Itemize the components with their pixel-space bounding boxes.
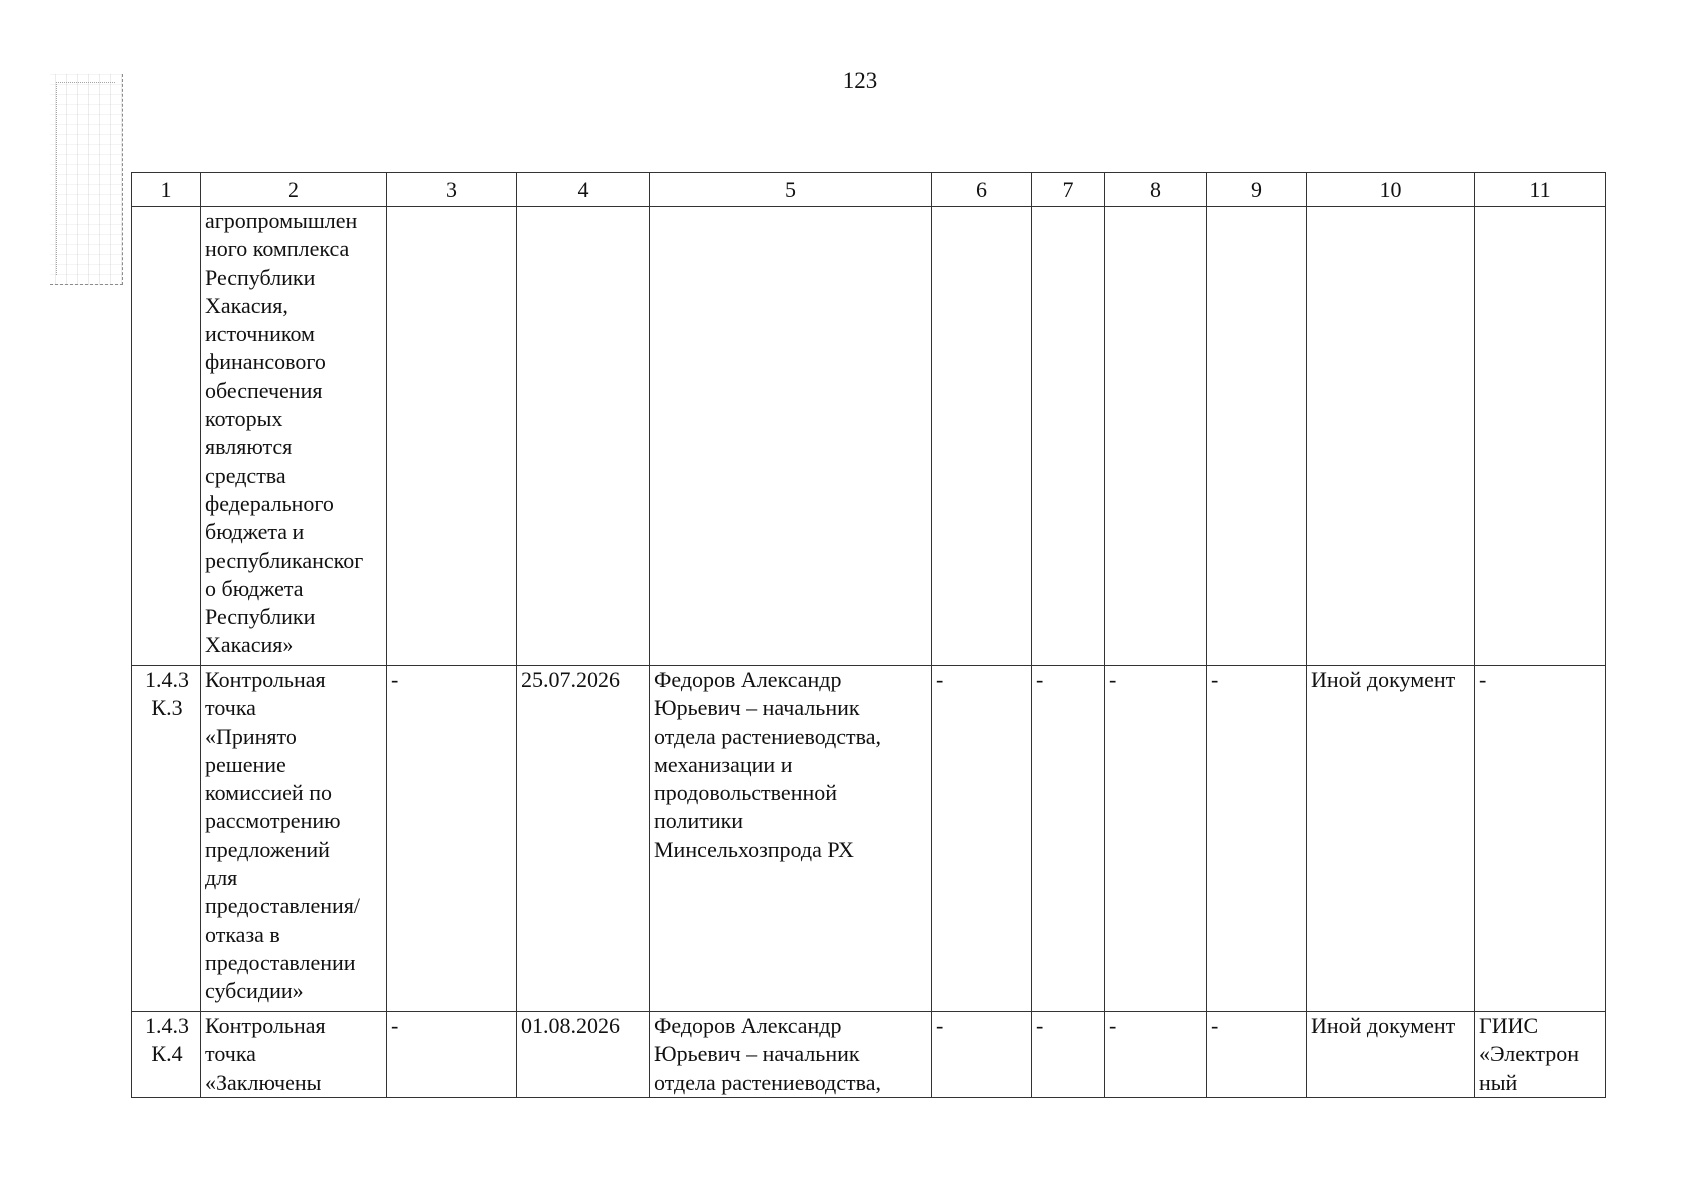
- table-cell: [1032, 207, 1105, 666]
- cell-text-line: решение: [205, 751, 286, 777]
- column-header: 5: [650, 173, 932, 207]
- cell-text-line: средства: [205, 462, 286, 488]
- cell-text-line: рассмотрению: [205, 808, 341, 834]
- column-header: 7: [1032, 173, 1105, 207]
- cell-text-line: федерального: [205, 490, 334, 516]
- page-number: 123: [842, 68, 878, 93]
- cell-text-line: ного комплекса: [205, 236, 350, 262]
- table-row: [132, 666, 1606, 1012]
- cell-text-line: механизации и: [654, 751, 793, 777]
- cell-text-line: точка: [205, 695, 256, 721]
- table-cell: [1307, 1012, 1475, 1098]
- cell-text-line: отказа в: [205, 921, 280, 947]
- column-header: 2: [201, 173, 387, 207]
- cell-text-line: -: [1109, 667, 1117, 692]
- cell-text-line: агропромышлен: [205, 208, 358, 233]
- stamp-mark-inner: [56, 82, 115, 275]
- table-row: [132, 207, 1606, 666]
- table-cell: [132, 666, 201, 1012]
- cell-text-line: финансового: [205, 349, 326, 375]
- stamp-mark: [50, 74, 123, 285]
- cell-text-line: Федоров Александр: [654, 667, 842, 692]
- column-header: 9: [1207, 173, 1307, 207]
- cell-text-line: ГИИС: [1479, 1013, 1539, 1038]
- cell-text-line: политики: [654, 808, 744, 834]
- cell-text-line: комиссией по: [205, 780, 332, 806]
- table-cell: [1032, 1012, 1105, 1098]
- table-cell: [517, 666, 650, 1012]
- cell-text-line: предложений: [205, 836, 330, 862]
- column-header: 1: [132, 173, 201, 207]
- document-table: [131, 172, 1606, 1098]
- cell-text-line: -: [391, 667, 399, 692]
- table-cell: [387, 207, 517, 666]
- cell-text-line: источником: [205, 321, 315, 347]
- cell-text-line: Хакасия»: [205, 632, 294, 658]
- cell-text-line: Республики: [205, 604, 316, 630]
- table-cell: [132, 207, 201, 666]
- column-header: 6: [932, 173, 1032, 207]
- column-header: 11: [1475, 173, 1606, 207]
- cell-text-line: 1.4.3: [145, 1013, 189, 1038]
- cell-text-line: являются: [205, 434, 293, 460]
- cell-text-line: ный: [1479, 1069, 1518, 1095]
- cell-text-line: -: [1211, 1013, 1219, 1038]
- cell-text-line: обеспечения: [205, 377, 323, 403]
- table-cell: [1207, 207, 1307, 666]
- table-row: [132, 1012, 1606, 1098]
- cell-text-line: о бюджета: [205, 575, 304, 601]
- table-cell: [1307, 207, 1475, 666]
- cell-text-line: Хакасия,: [205, 292, 288, 318]
- cell-text-line: -: [936, 1013, 944, 1038]
- cell-text-line: -: [1211, 667, 1219, 692]
- column-header: 8: [1105, 173, 1207, 207]
- table-cell: [1475, 1012, 1606, 1098]
- cell-text-line: -: [1036, 1013, 1044, 1038]
- cell-text-line: которых: [205, 406, 283, 432]
- table-cell: [1475, 666, 1606, 1012]
- cell-text-line: предоставлении: [205, 949, 356, 975]
- cell-text-line: бюджета и: [205, 519, 305, 545]
- table-cell: [201, 207, 387, 666]
- cell-text-line: точка: [205, 1041, 256, 1067]
- table-cell: [1105, 1012, 1207, 1098]
- cell-text-line: -: [391, 1013, 399, 1038]
- table-cell: [1105, 207, 1207, 666]
- column-header: 4: [517, 173, 650, 207]
- table-cell: [932, 666, 1032, 1012]
- cell-text-line: Контрольная: [205, 1013, 326, 1038]
- cell-text-line: Иной документ: [1311, 1013, 1456, 1038]
- cell-text-line: «Электрон: [1479, 1041, 1580, 1067]
- column-header: 10: [1307, 173, 1475, 207]
- table-cell: [201, 1012, 387, 1098]
- cell-text-line: республиканског: [205, 547, 364, 573]
- table-cell: [517, 1012, 650, 1098]
- cell-text-line: Иной документ: [1311, 667, 1456, 692]
- cell-text-line: 1.4.3: [145, 667, 189, 692]
- table-cell: [1032, 666, 1105, 1012]
- table-cell: [650, 1012, 932, 1098]
- table-cell: [387, 1012, 517, 1098]
- column-header: 3: [387, 173, 517, 207]
- table-cell: [132, 1012, 201, 1098]
- cell-text-line: для: [205, 865, 238, 891]
- cell-text-line: отдела растениеводства,: [654, 1069, 881, 1095]
- table-cell: [1105, 666, 1207, 1012]
- table-cell: [387, 666, 517, 1012]
- cell-text-line: предоставления/: [205, 893, 361, 919]
- cell-text-line: продовольственной: [654, 780, 838, 806]
- cell-text-line: Контрольная: [205, 667, 326, 692]
- cell-text-line: отдела растениеводства,: [654, 723, 881, 749]
- cell-text-line: Минсельхозпрода РХ: [654, 836, 854, 862]
- table-cell: [932, 1012, 1032, 1098]
- cell-text-line: К.4: [151, 1041, 183, 1067]
- table-cell: [650, 207, 932, 666]
- table-cell: [1307, 666, 1475, 1012]
- cell-text-line: К.3: [151, 695, 183, 721]
- cell-text-line: «Заключены: [205, 1069, 322, 1095]
- table-cell: [201, 666, 387, 1012]
- cell-text-line: Юрьевич – начальник: [654, 695, 860, 721]
- table-cell: [932, 207, 1032, 666]
- table-header-row: [132, 173, 1606, 207]
- cell-text-line: 01.08.2026: [521, 1013, 620, 1038]
- table-cell: [1475, 207, 1606, 666]
- cell-text-line: -: [1036, 667, 1044, 692]
- cell-text-line: субсидии»: [205, 978, 304, 1004]
- table-cell: [1207, 1012, 1307, 1098]
- cell-text-line: 25.07.2026: [521, 667, 620, 692]
- cell-text-line: «Принято: [205, 723, 297, 749]
- table-cell: [1207, 666, 1307, 1012]
- table-cell: [517, 207, 650, 666]
- table-cell: [650, 666, 932, 1012]
- cell-text-line: -: [936, 667, 944, 692]
- cell-text-line: -: [1479, 667, 1487, 692]
- cell-text-line: Юрьевич – начальник: [654, 1041, 860, 1067]
- cell-text-line: -: [1109, 1013, 1117, 1038]
- cell-text-line: Федоров Александр: [654, 1013, 842, 1038]
- cell-text-line: Республики: [205, 264, 316, 290]
